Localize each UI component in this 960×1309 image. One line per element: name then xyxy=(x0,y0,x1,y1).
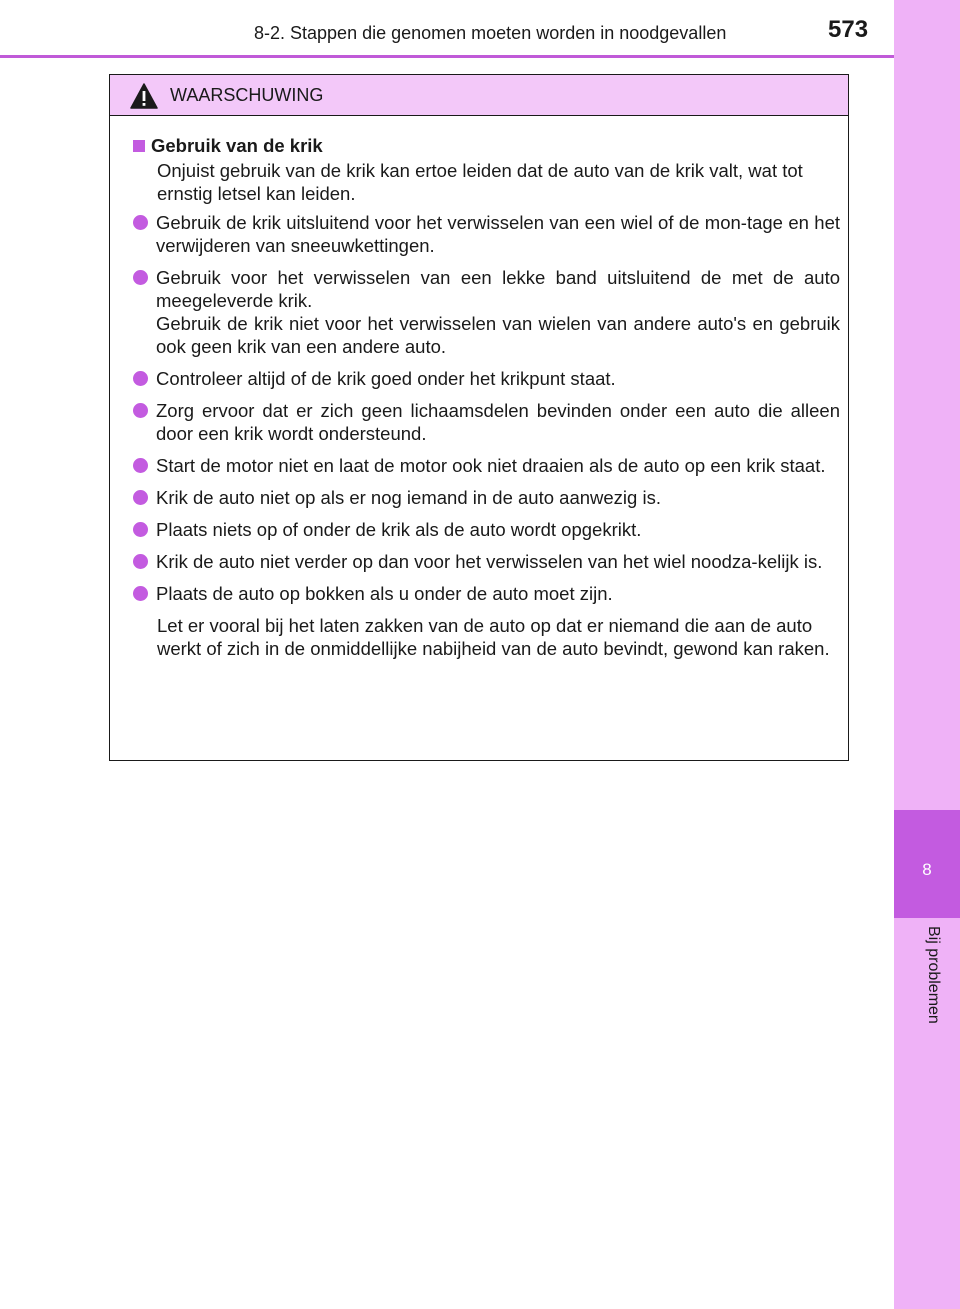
warning-triangle-icon xyxy=(130,83,158,109)
bullet-dot-icon xyxy=(133,215,148,230)
bullet-dot-icon xyxy=(133,554,148,569)
bullet-dot-icon xyxy=(133,490,148,505)
warning-body xyxy=(110,116,848,660)
list-item-text: Zorg ervoor dat er zich geen lichaamsdelen bevinden onder een auto die alleen door een krik wordt ondersteund. xyxy=(156,400,840,444)
list-item xyxy=(133,367,840,390)
section-heading-text: Gebruik van de krik xyxy=(151,135,323,156)
intro-text: Onjuist gebruik van de krik kan ertoe leiden dat de auto van de krik valt, wat tot ernstig letsel kan leiden. xyxy=(157,160,803,204)
list-item xyxy=(133,454,840,477)
square-bullet-icon xyxy=(133,140,145,152)
list-item-text: Start de motor niet en laat de motor ook niet draaien als de auto op een krik staat. xyxy=(156,455,826,476)
chapter-label: Bij problemen xyxy=(925,926,942,1024)
section-header-title: 8-2. Stappen die genomen moeten worden in noodgevallen xyxy=(254,23,727,43)
list-item-text: Krik de auto niet op als er nog iemand in de auto aanwezig is. xyxy=(156,487,661,508)
list-item xyxy=(133,399,840,445)
bullet-list xyxy=(133,211,840,605)
list-item-text: Controleer altijd of de krik goed onder het krikpunt staat. xyxy=(156,368,616,389)
chapter-number: 8 xyxy=(922,860,932,879)
bullet-dot-icon xyxy=(133,458,148,473)
list-item-text-continued: Gebruik de krik niet voor het verwisselen van wielen van andere auto's en gebruik ook geen krik van een andere auto. xyxy=(156,313,840,357)
closing-text: Let er vooral bij het laten zakken van de auto op dat er niemand die aan de auto werkt of zich in de onmiddellijke nabijheid van de auto bevindt, gewond kan raken. xyxy=(157,615,830,659)
list-item xyxy=(133,266,840,358)
warning-box xyxy=(109,74,849,761)
bullet-dot-icon xyxy=(133,522,148,537)
list-item-text: Gebruik voor het verwisselen van een lekke band uitsluitend de met de auto meegeleverde krik. xyxy=(156,267,840,311)
header-rule xyxy=(0,55,894,58)
list-item xyxy=(133,518,840,541)
list-item xyxy=(133,550,840,573)
list-item xyxy=(133,486,840,509)
bullet-dot-icon xyxy=(133,586,148,601)
list-item-text: Gebruik de krik uitsluitend voor het verwisselen van een wiel of de mon-tage en het verwijderen van sneeuwkettingen. xyxy=(156,212,840,256)
list-item-text: Krik de auto niet verder op dan voor het verwisselen van het wiel noodza-kelijk is. xyxy=(156,551,823,572)
section-heading xyxy=(133,134,840,157)
bullet-dot-icon xyxy=(133,403,148,418)
list-item-text: Plaats de auto op bokken als u onder de auto moet zijn. xyxy=(156,583,613,604)
bullet-dot-icon xyxy=(133,270,148,285)
list-item-text: Plaats niets op of onder de krik als de auto wordt opgekrikt. xyxy=(156,519,642,540)
list-item xyxy=(133,582,840,605)
chapter-tab xyxy=(894,810,960,918)
chapter-side-strip xyxy=(894,0,960,1309)
warning-title: WAARSCHUWING xyxy=(170,85,324,105)
bullet-dot-icon xyxy=(133,371,148,386)
list-item xyxy=(133,211,840,257)
page-number: 573 xyxy=(828,16,869,43)
warning-header xyxy=(110,75,848,116)
